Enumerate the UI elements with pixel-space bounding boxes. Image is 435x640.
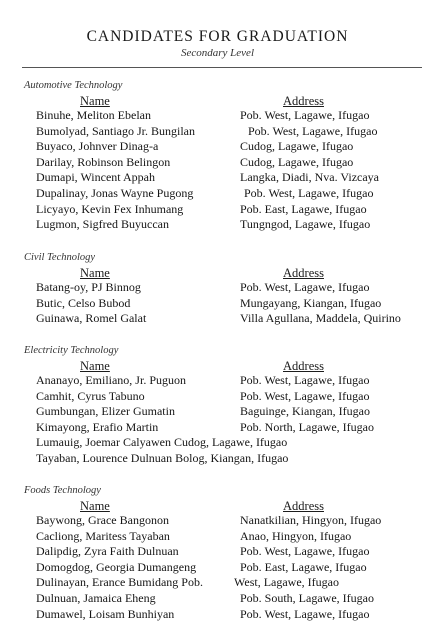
list-item (0, 544, 435, 560)
candidate-address: Cudog, Lagawe, Ifugao (240, 154, 354, 169)
candidate-name: Batang-oy, PJ Binnog (36, 280, 141, 294)
candidate-name: Buyaco, Johnver Dinag-a (36, 139, 159, 154)
list-item (0, 124, 435, 140)
candidate-address: Anao, Hingyon, Ifugao (240, 528, 352, 543)
list-item (0, 389, 435, 405)
section-title: Automotive Technology (24, 80, 123, 91)
list-item (0, 420, 435, 436)
candidate-name: Licyayo, Kevin Fex Inhumang (36, 201, 184, 216)
name-column-header: Name (80, 94, 110, 108)
candidate-address: Pob. North, Lagawe, Ifugao (240, 419, 374, 434)
candidate-name: Cacliong, Maritess Tayaban (36, 528, 170, 543)
address-column-header: Address (283, 266, 324, 280)
list-item (0, 529, 435, 545)
candidate-name: Camhit, Cyrus Tabuno (36, 388, 145, 403)
candidate-name: Binuhe, Meliton Ebelan (36, 108, 151, 122)
candidate-name: Kimayong, Erafio Martin (36, 419, 159, 434)
candidate-name: Dumawel, Loisam Bunhiyan (36, 606, 175, 621)
list-item (0, 404, 435, 420)
candidate-address: Pob. West, Lagawe, Ifugao (240, 388, 370, 403)
section-title: Civil Technology (24, 252, 96, 263)
candidate-address: Mungayang, Kiangan, Ifugao (240, 295, 382, 310)
page-subtitle: Secondary Level (181, 47, 254, 59)
list-item (0, 186, 435, 202)
candidate-address: Pob. West, Lagawe, Ifugao (240, 373, 370, 387)
candidate-name: Darilay, Robinson Belingon (36, 154, 171, 169)
candidate-address: Cudog, Lagawe, Ifugao (240, 139, 354, 154)
candidate-address: Pob. West, Lagawe, Ifugao (240, 544, 370, 559)
list-item (0, 373, 435, 389)
candidate-address: Pob. West, Lagawe, Ifugao (248, 123, 378, 138)
candidate-name: Gumbungan, Elizer Gumatin (36, 404, 175, 419)
list-item (0, 139, 435, 155)
candidate-name: Butic, Celso Bubod (36, 295, 131, 310)
address-column-header: Address (283, 499, 324, 513)
list-item (0, 170, 435, 186)
candidate-address: Baguinge, Kiangan, Ifugao (240, 404, 370, 419)
candidate-address: West, Lagawe, Ifugao (234, 575, 339, 590)
candidate-address: Pob. East, Lagawe, Ifugao (240, 559, 367, 574)
list-item (0, 575, 435, 591)
list-item (0, 435, 435, 451)
list-item (0, 296, 435, 312)
list-item (0, 155, 435, 171)
candidate-name: Lugmon, Sigfred Buyuccan (36, 217, 169, 232)
section-title: Electricity Technology (24, 345, 119, 356)
candidate-address: Pob. East, Lagawe, Ifugao (240, 201, 367, 216)
name-column-header: Name (80, 499, 110, 513)
list-item (0, 280, 435, 296)
candidate-address: Langka, Diadi, Nva. Vizcaya (240, 170, 380, 185)
list-item (0, 607, 435, 623)
candidate-name: Bumolyad, Santiago Jr. Bungilan (36, 123, 195, 138)
list-item (0, 202, 435, 218)
section-title: Foods Technology (24, 485, 101, 496)
candidate-entry: Lumauig, Joemar Calyawen Cudog, Lagawe, Ifugao (36, 435, 288, 450)
title-divider (22, 67, 422, 68)
candidate-name: Dulinayan, Erance Bumidang Pob. (36, 575, 203, 590)
candidate-name: Ananayo, Emiliano, Jr. Puguon (36, 373, 186, 387)
candidate-address: Villa Agullana, Maddela, Quirino (240, 311, 401, 326)
candidate-name: Domogdog, Georgia Dumangeng (36, 559, 197, 574)
address-column-header: Address (283, 94, 324, 108)
list-item (0, 311, 435, 327)
candidate-entry: Tayaban, Lourence Dulnuan Bolog, Kiangan, Ifugao (36, 450, 289, 465)
candidate-name: Dulnuan, Jamaica Eheng (36, 590, 156, 605)
candidate-address: Pob. West, Lagawe, Ifugao (244, 185, 374, 200)
candidate-address: Pob. West, Lagawe, Ifugao (240, 280, 370, 294)
page-title: CANDIDATES FOR GRADUATION (86, 28, 349, 45)
list-item (0, 451, 435, 467)
list-item (0, 108, 435, 124)
name-column-header: Name (80, 266, 110, 280)
candidate-name: Baywong, Grace Bangonon (36, 513, 169, 527)
candidate-name: Guinawa, Romel Galat (36, 311, 147, 326)
list-item (0, 513, 435, 529)
candidate-address: Pob. South, Lagawe, Ifugao (240, 590, 374, 605)
candidate-name: Dupalinay, Jonas Wayne Pugong (36, 185, 194, 200)
candidate-name: Dalipdig, Zyra Faith Dulnuan (36, 544, 179, 559)
address-column-header: Address (283, 359, 324, 373)
candidate-address: Pob. West, Lagawe, Ifugao (240, 606, 370, 621)
candidate-name: Dumapi, Wincent Appah (36, 170, 155, 185)
list-item (0, 560, 435, 576)
candidate-address: Nanatkilian, Hingyon, Ifugao (240, 513, 382, 527)
list-item (0, 217, 435, 233)
name-column-header: Name (80, 359, 110, 373)
candidate-address: Pob. West, Lagawe, Ifugao (240, 108, 370, 122)
list-item (0, 591, 435, 607)
candidate-address: Tungngod, Lagawe, Ifugao (240, 217, 371, 232)
